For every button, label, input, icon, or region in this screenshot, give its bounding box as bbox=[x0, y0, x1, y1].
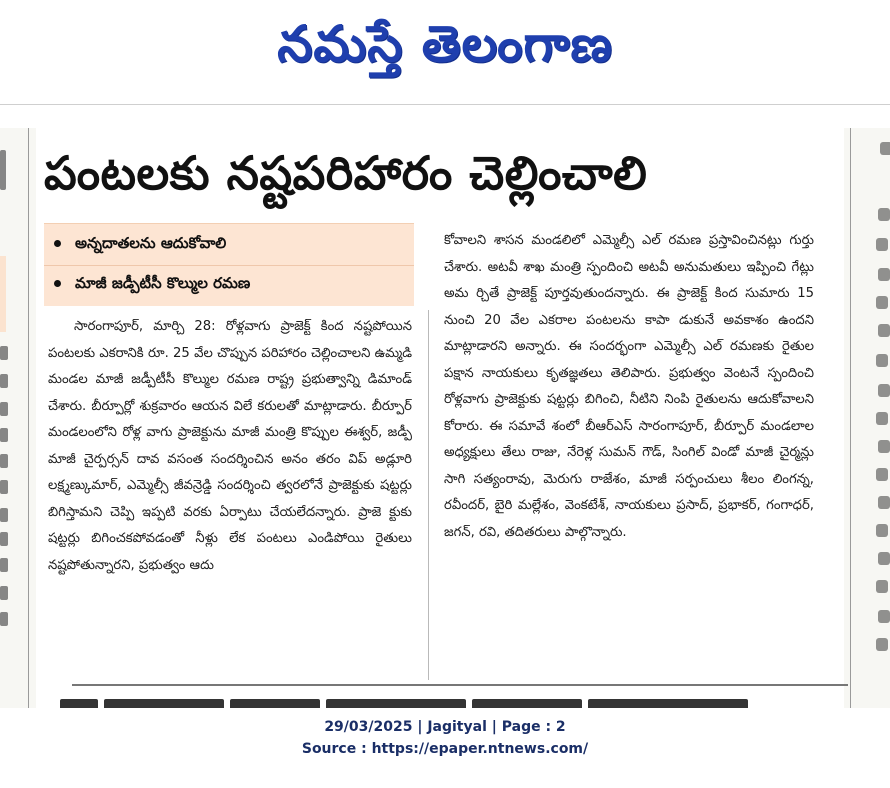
deck-item: అన్నదాతలను ఆదుకోవాలి bbox=[54, 234, 226, 256]
edition-info: 29/03/2025 | Jagityal | Page : 2 bbox=[324, 719, 566, 735]
article-bottom-rule bbox=[72, 684, 848, 686]
masthead-divider bbox=[0, 104, 890, 105]
article-body-column-2: కోవాలని శాసన మండలిలో ఎమ్మెల్సీ ఎల్ రమణ ప్రస్తావించినట్లు గుర్తు చేశారు. అటవీ శాఖ మంత్రి స్పందించి అటవీ అనుమతులు ఇప్పించి గేట్లు అమ ర్చితే ప్రాజెక్ట్ పూర్తవుతుందన్నారు. ఈ ప్రాజెక్ట్ కింద సుమారు 15 నుంచి 20 వేల ఎకరాల పంటలను కాపా డుకునే అవకాశం ఉందని మాట్లాడారని అన్నారు. ఈ సందర్భంగా ఎమ్మెల్సీ ఎల్ రమణకు రైతుల పక్షాన నాయకులు కృతజ్ఞతలు తెలిపారు. ప్రభుత్వం వెంటనే స్పందించి రోళ్లవాగు ప్రాజెక్టుకు షట్టర్లు బిగించి, నీటిని నింపి రైతులను ఆదుకోవాలని కోరారు. ఈ సమావే శంలో బీఆర్ఎస్ సారంగాపూర్, బీర్పూర్ మండలాల అధ్యక్షులు తేలు రాజు, నేరెళ్ల సుమన్ గౌడ్, సింగిల్ విండో మాజీ చైర్మన్లు సాగి సత్యంరావు, మెరుగు రాజేశం, మాజీ సర్పంచులు శీలం లింగన్న, రవీందర్, బైరి మల్లేశం, వెంకటేశ్, నాయకులు ప్రసాద్, ప్రభాకర్, గంగాధర్, జగన్, రవి, తదితరులు పాల్గొన్నారు. bbox=[444, 233, 814, 540]
newspaper-logo: నమస్తే తెలంగాణ bbox=[277, 14, 613, 73]
masthead bbox=[0, 0, 890, 100]
deck-item: మాజీ జడ్పీటీసీ కొల్ముల రమణ bbox=[54, 274, 250, 296]
column-rule bbox=[28, 128, 29, 708]
bullet-icon bbox=[54, 240, 61, 247]
article-deck bbox=[44, 223, 414, 306]
article-headline: పంటలకు నష్టపరిహారం చెల్లించాలి bbox=[44, 146, 648, 200]
bullet-icon bbox=[54, 280, 61, 287]
column-rule bbox=[850, 128, 851, 708]
article-body-column-1: సారంగాపూర్, మార్చి 28: రోళ్లవాగు ప్రాజెక్ట్ కింద నష్టపోయిన పంటలకు ఎకరానికి రూ. 25 వేల చొప్పున పరిహారం చెల్లించాలని ఉమ్మడి మండల మాజీ జడ్పీటీసీ కొల్ముల రమణ రాష్ట్ర ప్రభుత్వాన్ని డిమాండ్ చేశారు. బీర్పూర్లో శుక్రవారం ఆయన విలే కరులతో మాట్లాడారు. బీర్పూర్ మండలంలోని రోళ్ల వాగు ప్రాజెక్టును మాజీ మంత్రి కొప్పుల ఈశ్వర్, జడ్పీ మాజీ చైర్పర్సన్ దావ వసంత సందర్శించిన అనం తరం విప్ అడ్లూరి లక్ష్మణ్కుమార్, ఎమ్మెల్సీ జీవన్రెడ్డి సందర్శించి త్వరలోనే ప్రాజెక్టుకు షట్టర్లు బిగిస్తామని చెప్పి ఇప్పటి వరకు ఏర్పాటు చేయలేదన్నారు. ప్రాజె క్టుకు షట్టర్లు బిగించకపోవడంతో నీళ్లు లేక పంటలు ఎండిపోయి రైతులు నష్టపోతున్నారని, ప్రభుత్వం ఆదు bbox=[48, 319, 412, 573]
article bbox=[36, 128, 844, 708]
column-divider bbox=[428, 310, 429, 680]
adjacent-column-left bbox=[0, 128, 24, 708]
cropped-next-headline bbox=[60, 698, 820, 708]
newspaper-clipping bbox=[0, 128, 890, 708]
source-link[interactable]: Source : https://epaper.ntnews.com/ bbox=[301, 741, 589, 757]
source-footer bbox=[0, 716, 890, 760]
adjacent-column-right bbox=[852, 128, 890, 708]
